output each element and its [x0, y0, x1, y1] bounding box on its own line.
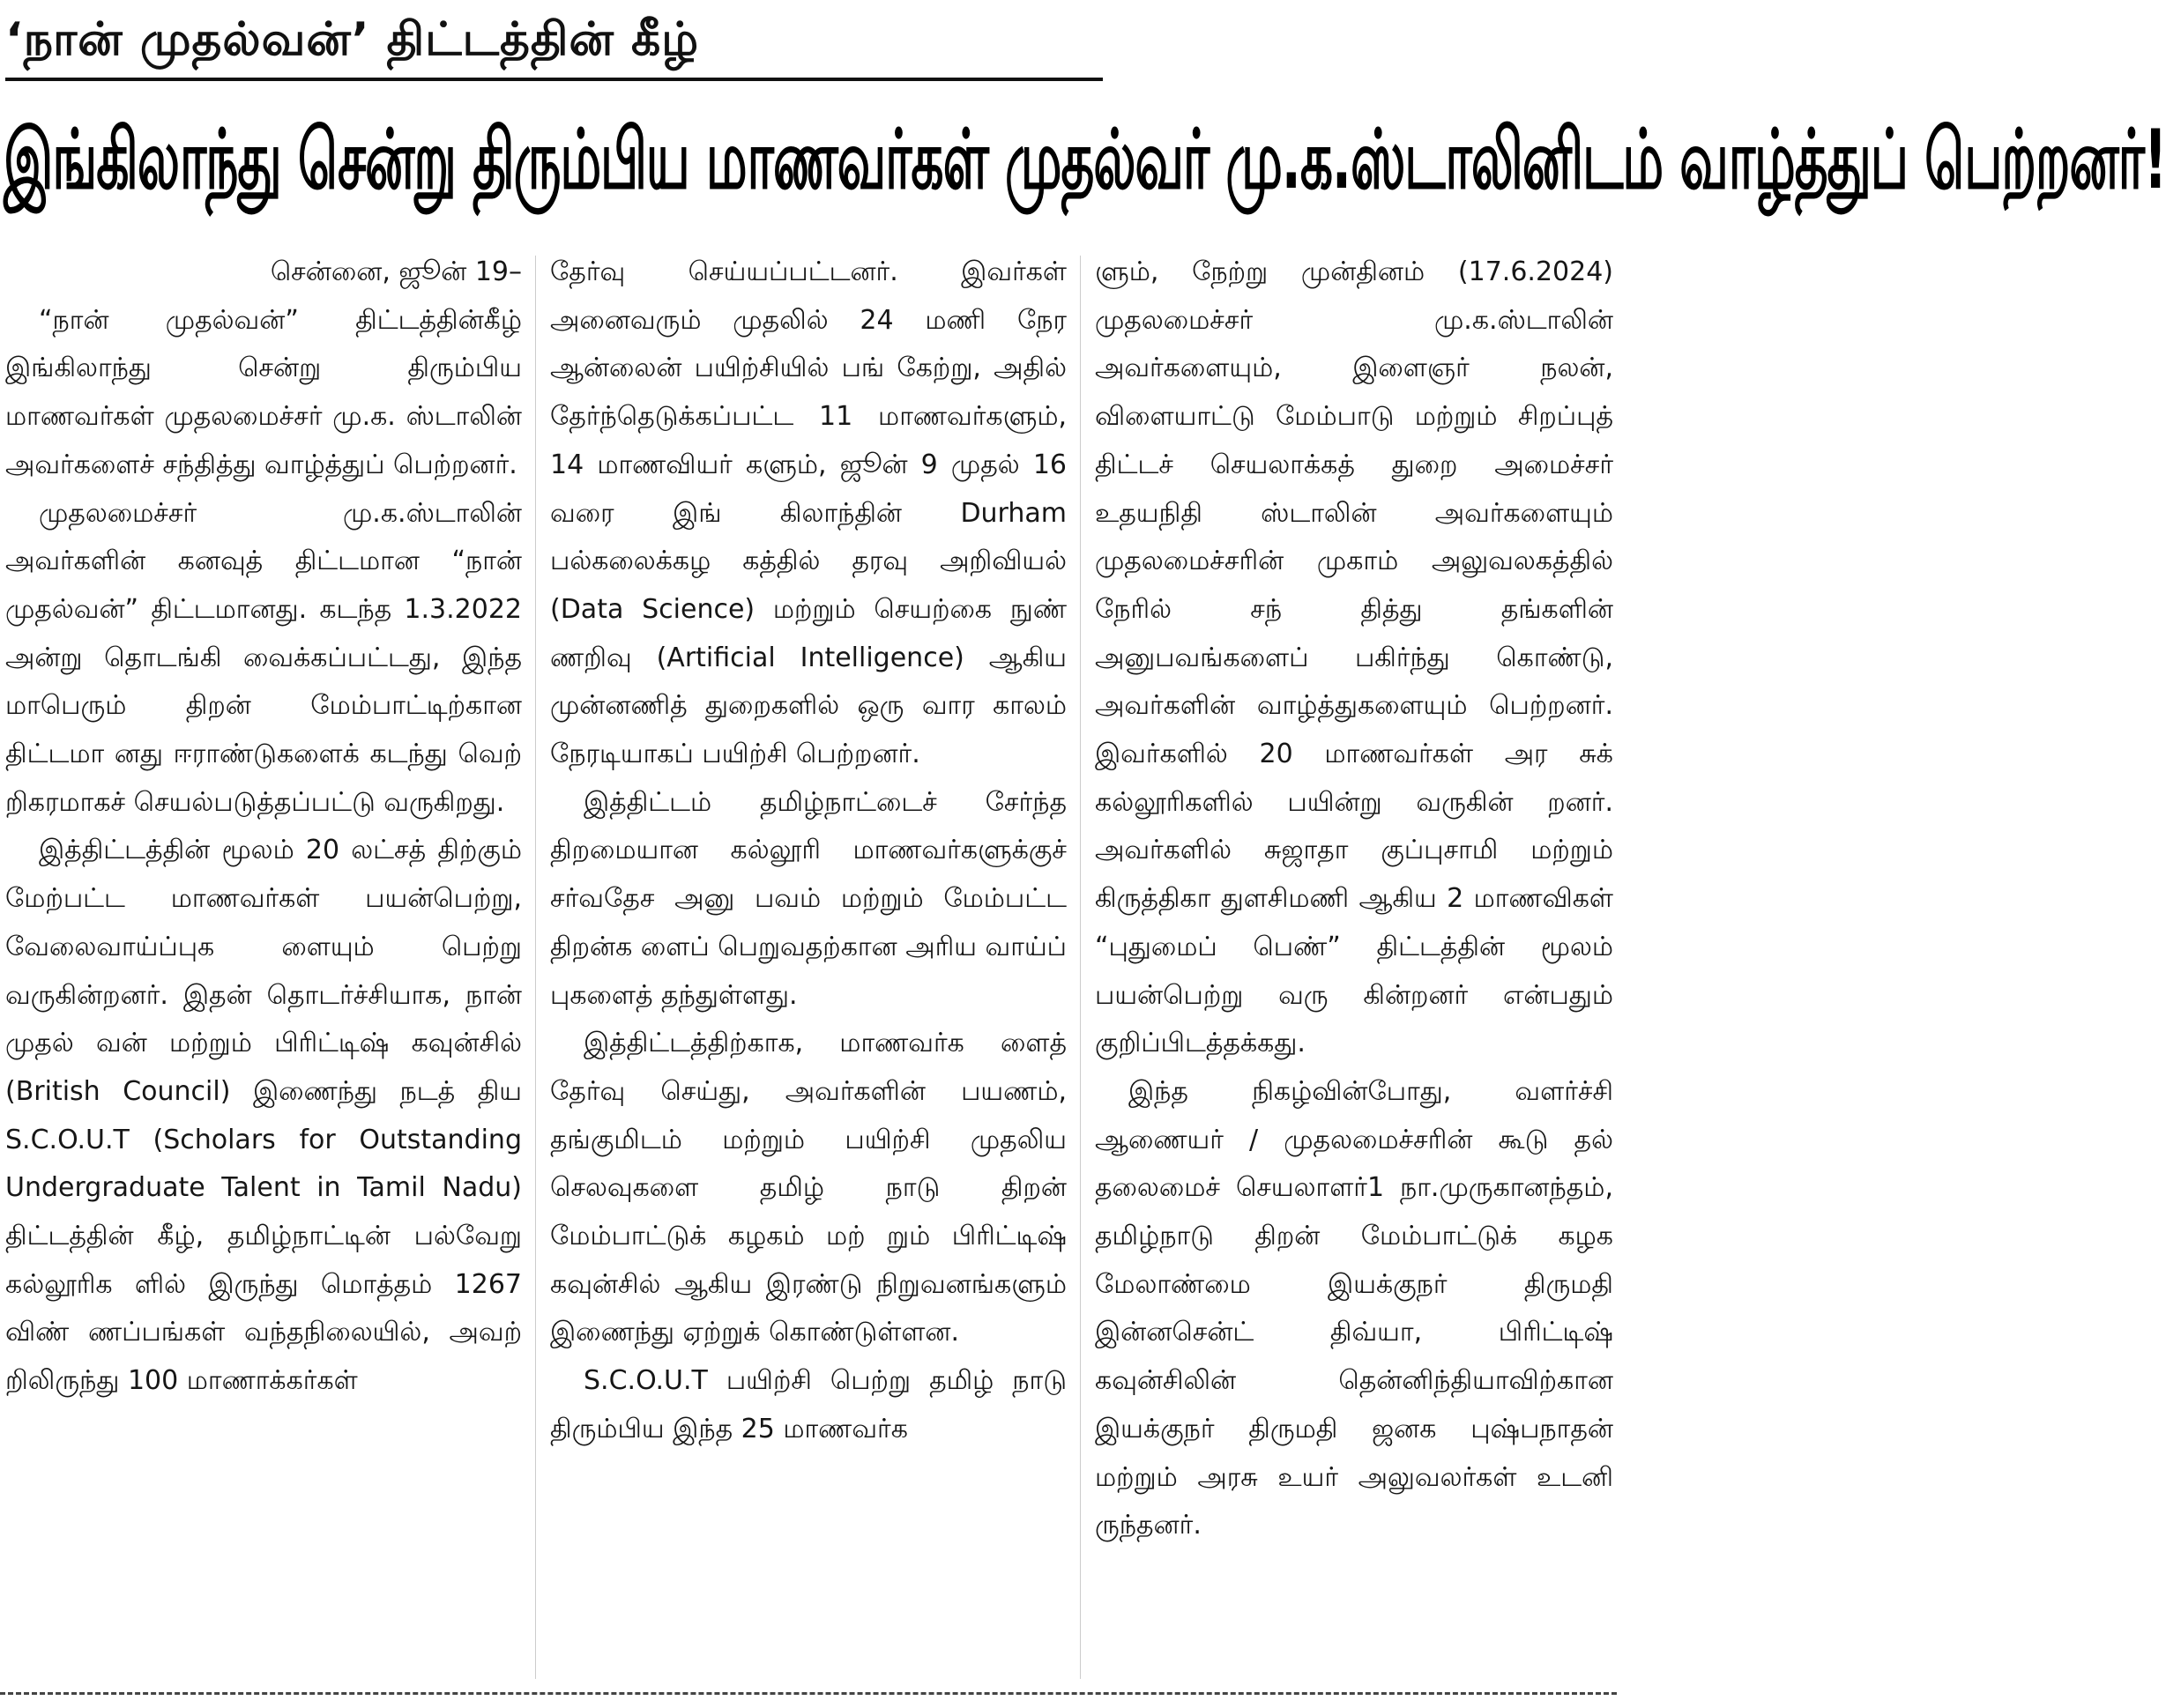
- text-column-2: [550, 249, 1067, 1685]
- paragraph: முதலமைச்சர் மு.க.ஸ்டாலின் அவர்களின் கனவுத் திட்டமான “நான் முதல்வன்” திட்டமானது. கடந்த 1.3.2022 அன்று தொடங்கி வைக்கப்பட்டது, இந்த மாபெரும் திறன் மேம்பாட்டிற்கான திட்டமா னது ஈராண்டுகளைக் கடந்து வெற் றிகரமாகச் செயல்படுத்தப்பட்டு வருகிறது.: [5, 497, 522, 818]
- dateline: சென்னை, ஜூன் 19–: [270, 256, 522, 287]
- paragraph: இத்திட்டத்தின் மூலம் 20 லட்சத் திற்கும் மேற்பட்ட மாணவர்கள் பயன்பெற்று, வேலைவாய்ப்புக ளையும் பெற்று வருகின்றனர். இதன் தொடர்ச்சியாக, நான் முதல் வன் மற்றும் பிரிட்டிஷ் கவுன்சில் (British Council) இணைந்து நடத் திய S.C.O.U.T (Scholars for Outstanding Undergraduate Talent in Tamil Nadu) திட்டத்தின் கீழ், தமிழ்நாட்டின் பல்வேறு கல்லூரிக ளில் இருந்து மொத்தம் 1267 விண் ணப்பங்கள் வந்தநிலையில், அவற் றிலிருந்து 100 மாணாக்கர்கள்: [5, 835, 522, 1397]
- cut-line: [0, 1692, 1617, 1695]
- paragraph: இத்திட்டத்திற்காக, மாணவர்க ளைத் தேர்வு செய்து, அவர்களின் பயணம், தங்குமிடம் மற்றும் பயிற்சி முதலிய செலவுகளை தமிழ் நாடு திறன் மேம்பாட்டுக் கழகம் மற் றும் பிரிட்டிஷ் கவுன்சில் ஆகிய இரண்டு நிறுவனங்களும் இணைந்து ஏற்றுக் கொண்டுள்ளன.: [550, 1028, 1067, 1348]
- text-column-1: [5, 249, 522, 1685]
- paragraph: S.C.O.U.T பயிற்சி பெற்று தமிழ் நாடு திரும்பிய இந்த 25 மாணவர்க: [550, 1365, 1067, 1444]
- paragraph: இத்திட்டம் தமிழ்நாட்டைச் சேர்ந்த திறமையான கல்லூரி மாணவர்களுக்குச் சர்வதேச அனு பவம் மற்றும் மேம்பட்ட திறன்க ளைப் பெறுவதற்கான அரிய வாய்ப் புகளைத் தந்துள்ளது.: [550, 786, 1067, 1011]
- text-column-3: [1095, 249, 1613, 1685]
- article-kicker: ‘நான் முதல்வன்’ திட்டத்தின் கீழ்: [5, 13, 700, 66]
- paragraph: “நான் முதல்வன்” திட்டத்தின்கீழ் இங்கிலாந்து சென்று திரும்பிய மாணவர்கள் முதலமைச்சர் மு.க. ஸ்டாலின் அவர்களைச் சந்தித்து வாழ்த்துப் பெற்றனர்.: [5, 304, 522, 480]
- column-divider: [1080, 256, 1081, 1679]
- article-headline: இங்கிலாந்து சென்று திரும்பிய மாணவர்கள் முதல்வர் மு.க.ஸ்டாலினிடம் வாழ்த்துப் பெற்றனர்!: [4, 111, 2166, 208]
- column-divider: [535, 256, 536, 1679]
- paragraph: தேர்வு செய்யப்பட்டனர். இவர்கள் அனைவரும் முதலில் 24 மணி நேர ஆன்லைன் பயிற்சியில் பங் கேற்று, அதில் தேர்ந்தெடுக்கப்பட்ட 11 மாணவர்களும், 14 மாணவியர் களும், ஜூன் 9 முதல் 16 வரை இங் கிலாந்தின் Durham பல்கலைக்கழ கத்தில் தரவு அறிவியல் (Data Science) மற்றும் செயற்கை நுண் ணறிவு (Artificial Intelligence) ஆகிய முன்னணித் துறைகளில் ஒரு வார காலம் நேரடியாகப் பயிற்சி பெற்றனர்.: [550, 256, 1067, 770]
- paragraph: இந்த நிகழ்வின்போது, வளர்ச்சி ஆணையர் / முதலமைச்சரின் கூடு தல் தலைமைச் செயலாளர்1 நா.முருகானந்தம், தமிழ்நாடு திறன் மேம்பாட்டுக் கழக மேலாண்மை இயக்குநர் திருமதி இன்னசென்ட் திவ்யா, பிரிட்டிஷ் கவுன்சிலின் தென்னிந்தியாவிற்கான இயக்குநர் திருமதி ஜனக புஷ்பநாதன் மற்றும் அரசு உயர் அலுவலர்கள் உடனி ருந்தனர்.: [1095, 1075, 1613, 1541]
- paragraph: ளும், நேற்று முன்தினம் (17.6.2024) முதலமைச்சர் மு.க.ஸ்டாலின் அவர்களையும், இளைஞர் நலன், விளையாட்டு மேம்பாடு மற்றும் சிறப்புத் திட்டச் செயலாக்கத் துறை அமைச்சர் உதயநிதி ஸ்டாலின் அவர்களையும் முதலமைச்சரின் முகாம் அலுவலகத்தில் நேரில் சந் தித்து தங்களின் அனுபவங்களைப் பகிர்ந்து கொண்டு, அவர்களின் வாழ்த்துகளையும் பெற்றனர். இவர்களில் 20 மாணவர்கள் அர சுக் கல்லூரிகளில் பயின்று வருகின் றனர். அவர்களில் சுஜாதா குப்புசாமி மற்றும் கிருத்திகா துளசிமணி ஆகிய 2 மாணவிகள் “புதுமைப் பெண்” திட்டத்தின் மூலம் பயன்பெற்று வரு கின்றனர் என்பதும் குறிப்பிடத்தக்கது.: [1095, 256, 1613, 1059]
